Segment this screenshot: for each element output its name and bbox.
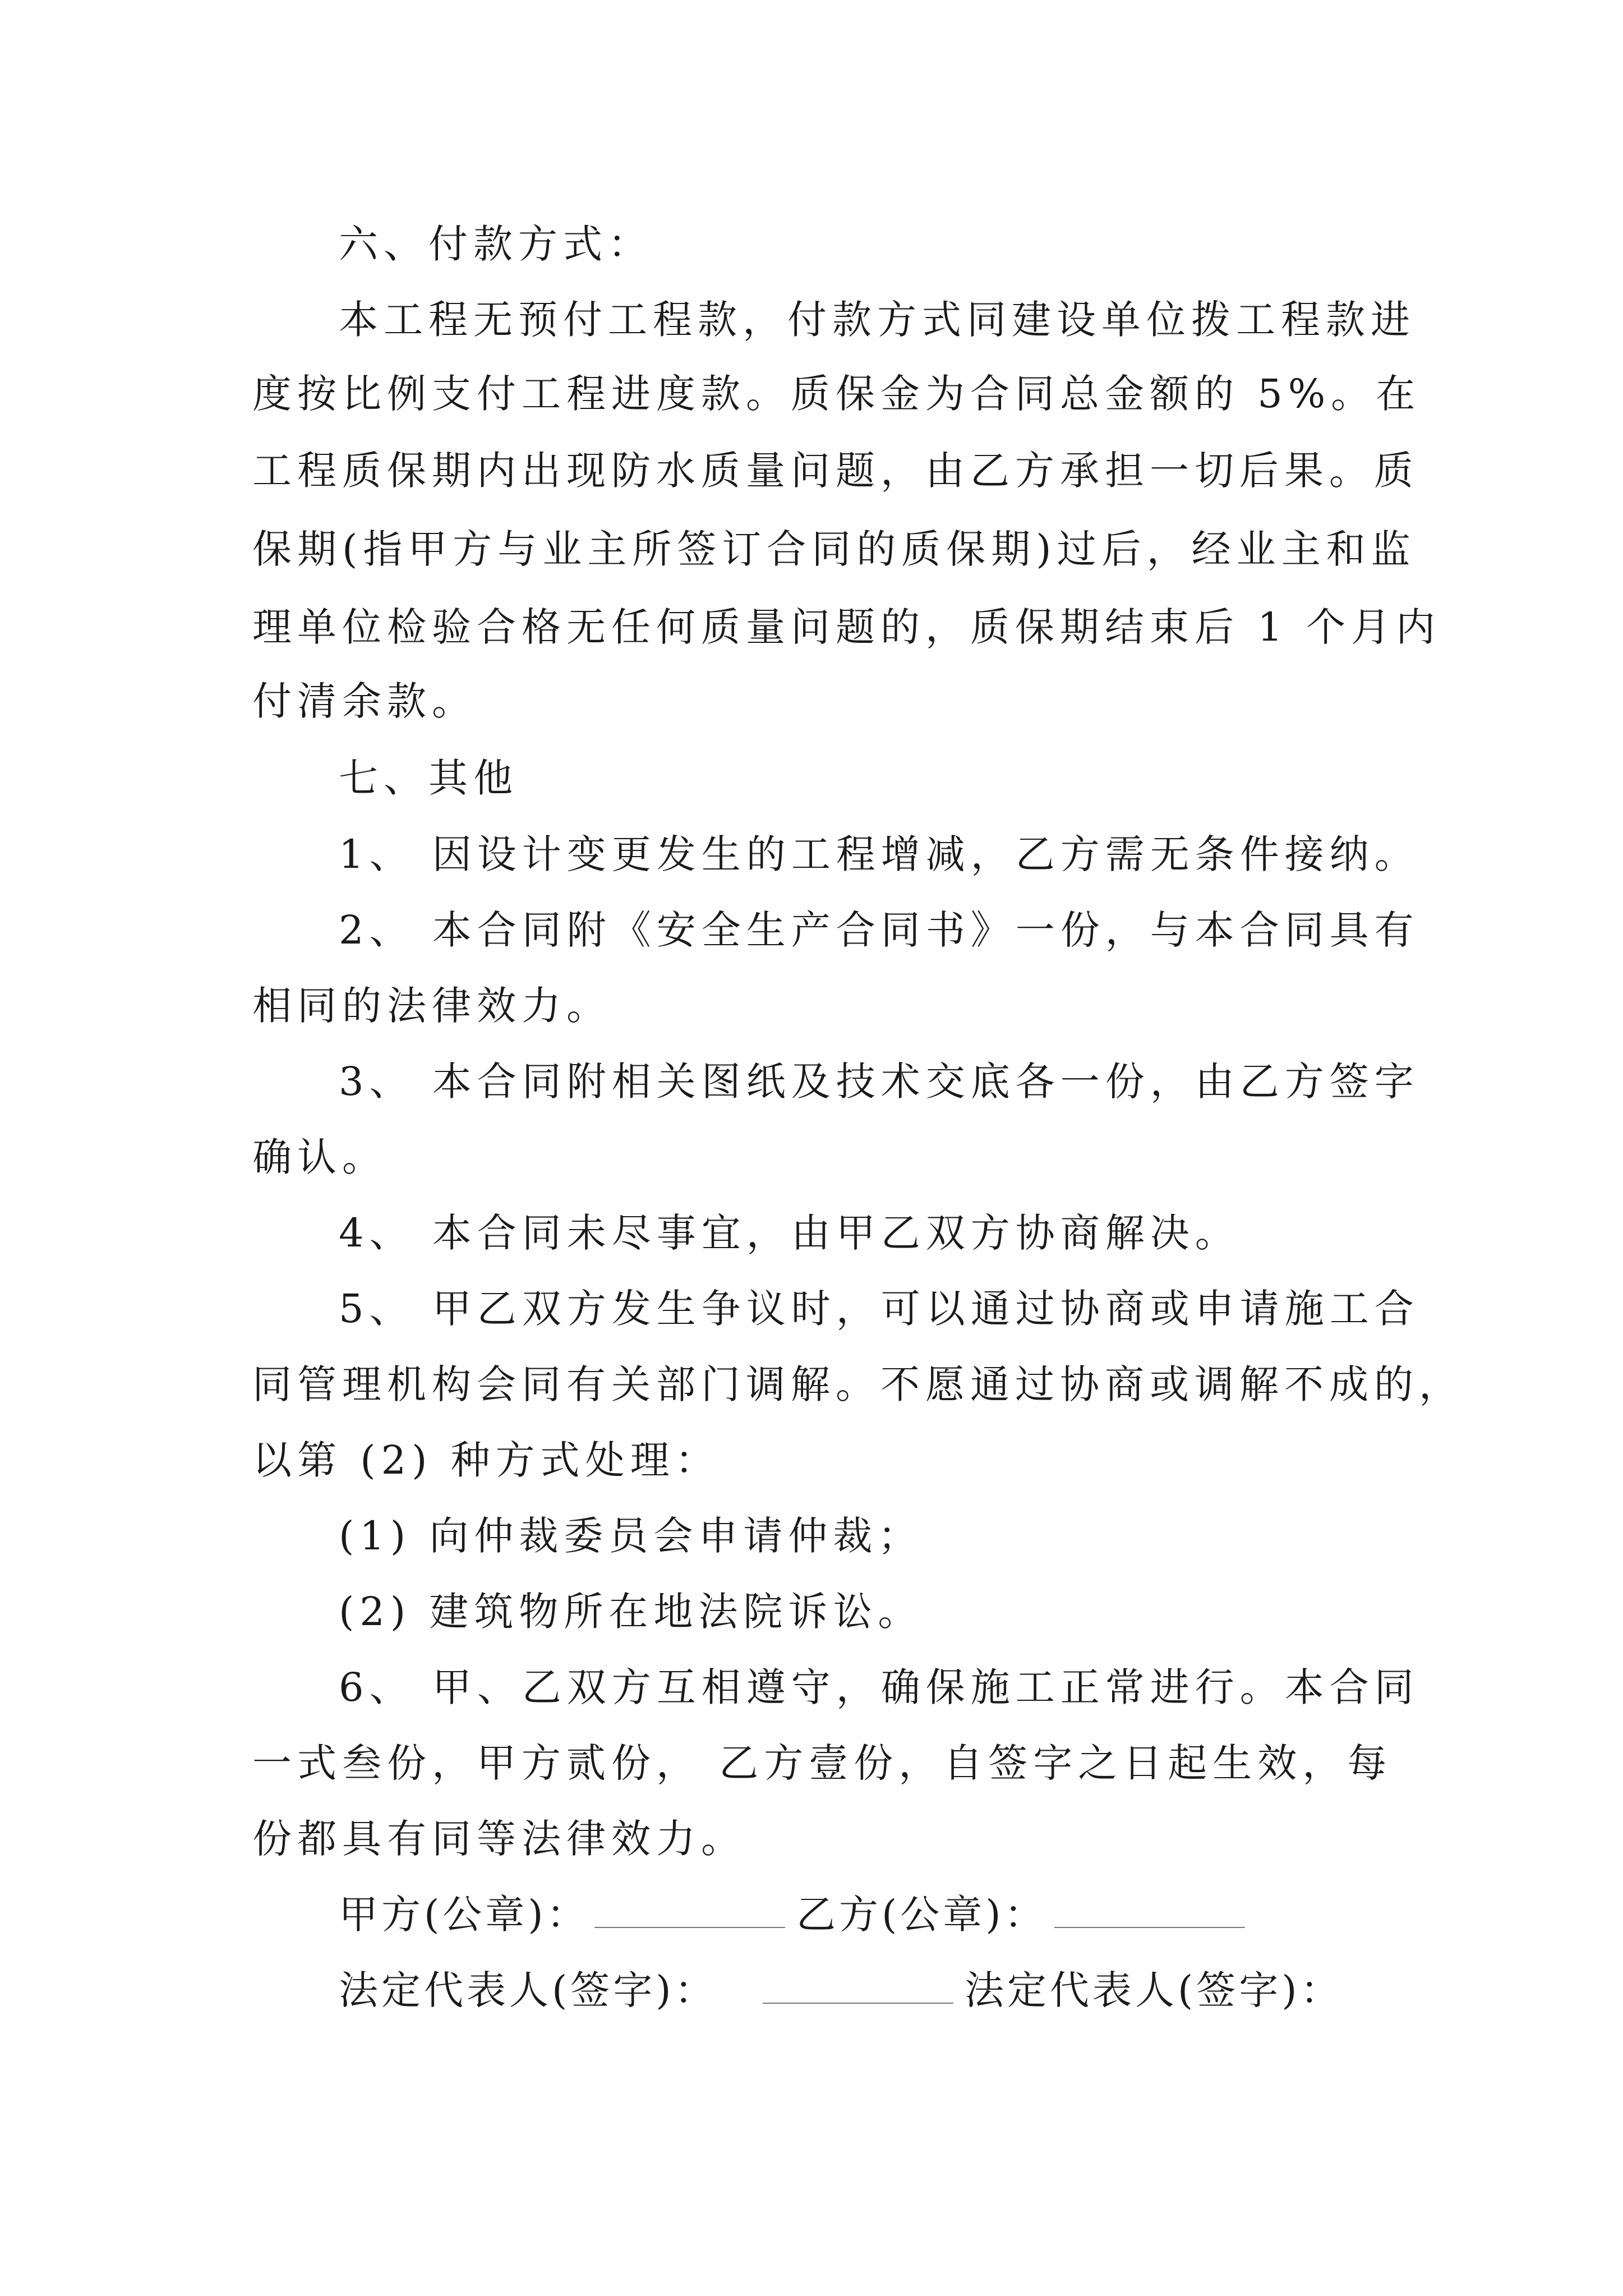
clause-3-line-2: 确认。 xyxy=(252,1134,387,1180)
payment-paragraph-line-2: 度按比例支付工程进度款。质保金为合同总金额的 5%。在 xyxy=(252,371,1421,417)
clause-6-line-2: 一式叁份，甲方贰份， 乙方壹份，自签字之日起生效，每 xyxy=(252,1740,1393,1786)
clause-4: 4、 本合同未尽事宜，由甲乙双方协商解决。 xyxy=(339,1210,1240,1256)
clause-2-line-1: 2、 本合同附《安全生产合同书》一份，与本合同具有 xyxy=(339,907,1419,953)
clause-2-line-2: 相同的法律效力。 xyxy=(252,983,611,1029)
section-7-heading: 七、其他 xyxy=(339,755,518,801)
payment-paragraph-line-3: 工程质保期内出现防水质量问题，由乙方承担一切后果。质 xyxy=(252,448,1419,494)
clause-5-line-1: 5、 甲乙双方发生争议时，可以通过协商或申请施工合 xyxy=(339,1286,1419,1332)
clause-5-line-3: 以第 (2) 种方式处理： xyxy=(252,1437,720,1483)
clause-1: 1、 因设计变更发生的工程增减，乙方需无条件接纳。 xyxy=(339,831,1419,877)
clause-6-line-3: 份都具有同等法律效力。 xyxy=(252,1816,746,1862)
section-6-heading: 六、付款方式： xyxy=(339,221,653,267)
dispute-option-1: (1) 向仲裁委员会申请仲裁； xyxy=(339,1513,923,1559)
clause-5-line-2: 同管理机构会同有关部门调解。不愿通过协商或调解不成的， xyxy=(252,1361,1464,1407)
clause-3-line-1: 3、 本合同附相关图纸及技术交底各一份，由乙方签字 xyxy=(339,1059,1419,1105)
payment-paragraph-line-5: 理单位检验合格无任何质量问题的，质保期结束后 1 个月内 xyxy=(252,604,1441,650)
party-a-legal-rep-blank xyxy=(763,1962,953,2018)
payment-paragraph-line-6: 付清余款。 xyxy=(252,678,477,724)
dispute-option-2: (2) 建筑物所在地法院诉讼。 xyxy=(339,1589,923,1635)
party-b-seal-blank xyxy=(1054,1887,1245,1943)
party-a-legal-rep-label: 法定代表人(签字)： xyxy=(339,1967,717,2013)
party-b-legal-rep-label: 法定代表人(签字)： xyxy=(965,1967,1343,2013)
party-b-seal-label: 乙方(公章)： xyxy=(796,1892,1047,1938)
party-a-seal-blank xyxy=(594,1887,785,1943)
clause-6-line-1: 6、 甲、乙双方互相遵守，确保施工正常进行。本合同 xyxy=(339,1664,1419,1710)
party-a-seal-label: 甲方(公章)： xyxy=(339,1892,589,1938)
payment-paragraph-line-1: 本工程无预付工程款，付款方式同建设单位拨工程款进 xyxy=(339,297,1415,343)
payment-paragraph-line-4: 保期(指甲方与业主所签订合同的质保期)过后，经业主和监 xyxy=(252,526,1416,572)
